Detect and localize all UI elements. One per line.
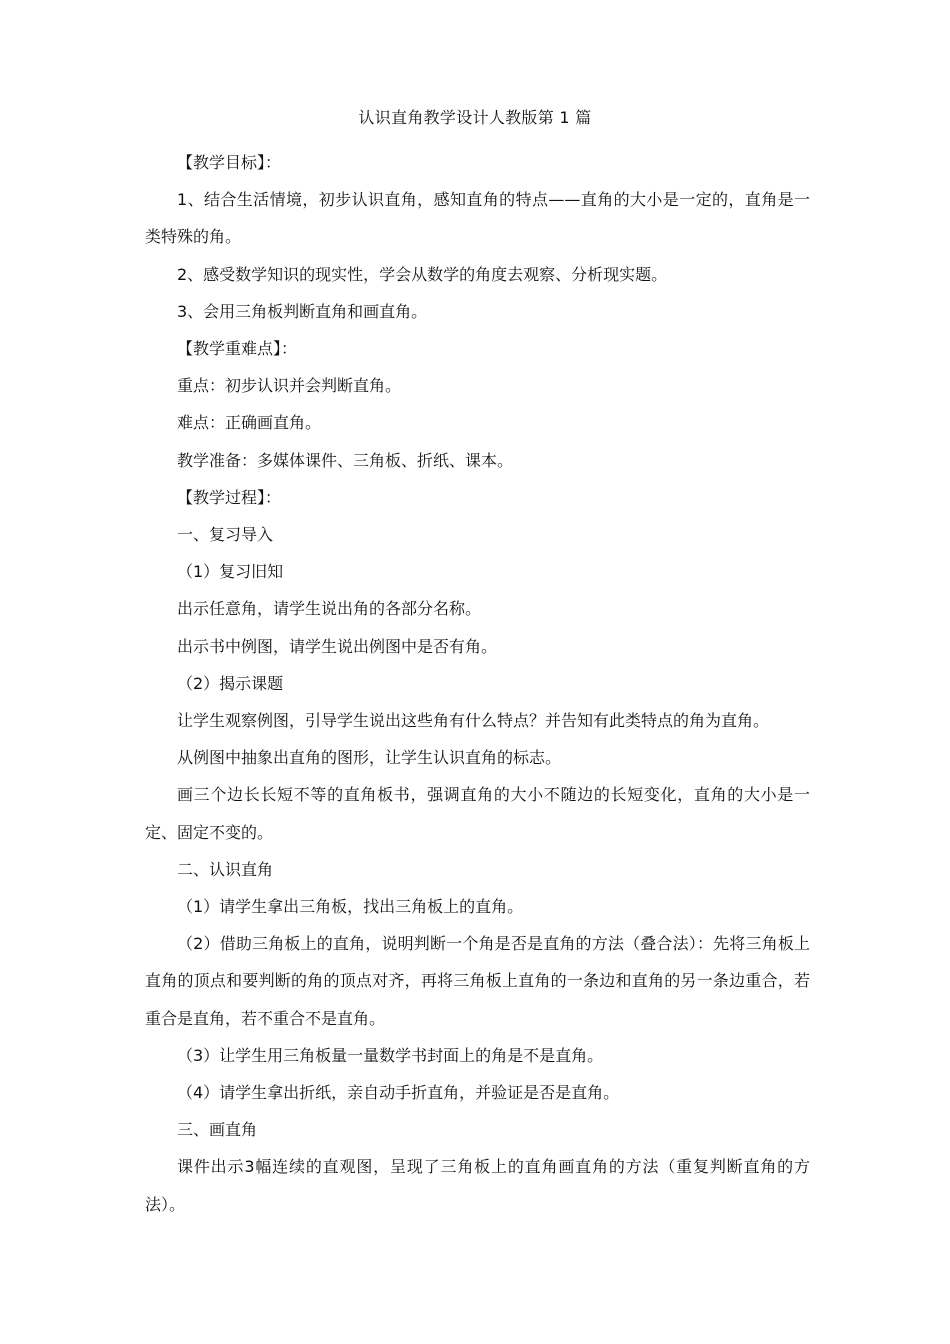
paragraph: 重点：初步认识并会判断直角。 — [177, 376, 402, 396]
heading-teaching-process: 【教学过程】： — [177, 487, 282, 507]
paragraph: 画三个边长长短不等的直角板书，强调直角的大小不随边的长短变化，直角的大小是一定、固定不变的。 — [145, 785, 810, 842]
paragraph: 教学准备：多媒体课件、三角板、折纸、课本。 — [177, 450, 514, 470]
paragraph: 从例图中抽象出直角的图形，让学生认识直角的标志。 — [177, 748, 562, 768]
paragraph: 让学生观察例图，引导学生说出这些角有什么特点？并告知有此类特点的角为直角。 — [177, 711, 770, 731]
paragraph: （3）让学生用三角板量一量数学书封面上的角是不是直角。 — [177, 1045, 604, 1065]
subsection-heading: （1）复习旧知 — [177, 562, 284, 582]
document-title: 认识直角教学设计人教版第 1 篇 — [358, 108, 592, 127]
paragraph: （1）请学生拿出三角板，找出三角板上的直角。 — [177, 897, 524, 917]
paragraph: （4）请学生拿出折纸，亲自动手折直角，并验证是否是直角。 — [177, 1083, 620, 1103]
paragraph: 出示任意角，请学生说出角的各部分名称。 — [177, 599, 482, 619]
paragraph: 2、感受数学知识的现实性，学会从数学的角度去观察、分析现实题。 — [177, 264, 668, 284]
heading-key-points: 【教学重难点】： — [177, 339, 298, 359]
heading-teaching-goals: 【教学目标】： — [177, 153, 282, 172]
paragraph: 3、会用三角板判断直角和画直角。 — [177, 301, 428, 321]
section-heading: 三、画直角 — [177, 1120, 258, 1140]
paragraph: 课件出示3幅连续的直观图，呈现了三角板上的直角画直角的方法（重复判断直角的方法）。 — [145, 1157, 810, 1214]
section-heading: 一、复习导入 — [177, 525, 274, 545]
subsection-heading: （2）揭示课题 — [177, 673, 284, 693]
paragraph: 难点：正确画直角。 — [177, 413, 322, 433]
paragraph: 出示书中例图，请学生说出例图中是否有角。 — [177, 636, 498, 656]
document-body — [145, 144, 810, 1223]
paragraph: （2）借助三角板上的直角，说明判断一个角是否是直角的方法（叠合法）：先将三角板上直角的顶点和要判断的角的顶点对齐，再将三角板上直角的一条边和直角的另一条边重合，若重合是直角，若不重合不是直角。 — [145, 934, 810, 1028]
section-heading: 二、认识直角 — [177, 859, 274, 879]
paragraph: 1、结合生活情境，初步认识直角，感知直角的特点——直角的大小是一定的，直角是一类特殊的角。 — [145, 190, 810, 247]
